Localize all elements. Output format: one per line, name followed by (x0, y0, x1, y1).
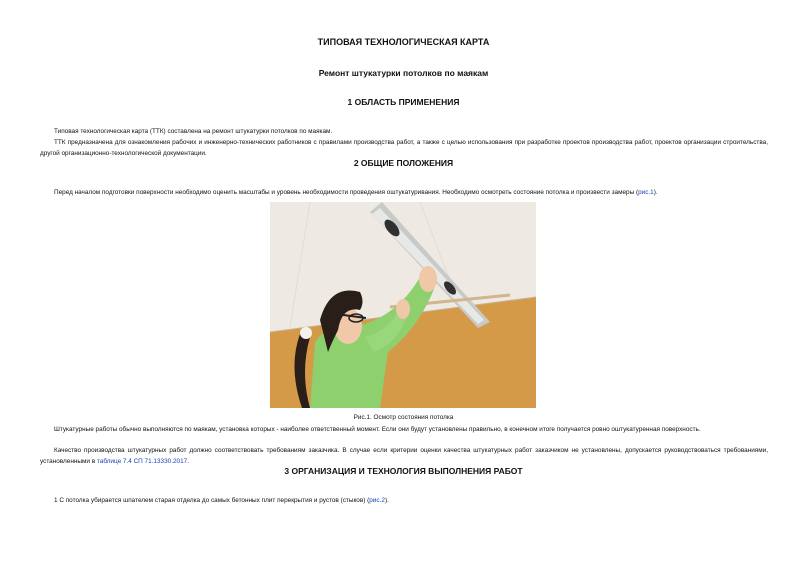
paragraph-text-end: . (187, 458, 189, 465)
paragraph-text: Качество производства штукатурных работ должно соответствовать требованиям заказчика. В случае если критерии оценки качества штукатурных работ заказчиком не установлены, допускается руководствоваться требованиями, установленными в (40, 447, 768, 465)
document-subtitle: Ремонт штукатурки потолков по маякам (318, 68, 489, 78)
section-1-paragraph-1: Типовая технологическая карта (ТТК) составлена на ремонт штукатурки потолков по маякам. (54, 128, 333, 135)
section-1-paragraph-2: ТТК предназначена для ознакомления рабочих и инженерно-технических работников с правилами производства работ, а также с целью использования при разработке проектов производства работ, проектов организации строительства, другой организационно-технологической документации. (40, 139, 768, 157)
figure-2-link[interactable]: рис.2 (369, 497, 385, 504)
section-2-paragraph-3 (40, 445, 768, 467)
paragraph-text-end: ). (653, 189, 658, 196)
section-1-heading: 1 ОБЛАСТЬ ПРИМЕНЕНИЯ (347, 97, 460, 107)
figure-1-caption: Рис.1. Осмотр состояния потолка (353, 414, 454, 421)
ceiling-inspection-photo (270, 202, 536, 408)
table-7-4-link[interactable]: таблице 7.4 СП 71.13330.2017 (96, 458, 188, 465)
section-2-paragraph-2: Штукатурные работы обычно выполняются по маякам, установка которых - наиболее ответственный момент. Если они будут установлены правильно, в конечном итоге получается ровно оштукатуренная поверхность. (54, 426, 701, 433)
section-2-paragraph-1 (40, 187, 768, 198)
figure-1-link[interactable]: рис.1 (638, 189, 654, 196)
section-3-paragraph-1 (40, 495, 768, 506)
paragraph-text: 1 С потолка убирается шпателем старая отделка до самых бетонных плит перекрытия и рустов (стыков) ( (54, 497, 370, 504)
paragraph-text-end: ). (384, 497, 389, 504)
paragraph-text: Перед началом подготовки поверхности необходимо оценить масштабы и уровень необходимости проведения оштукатуривания. Необходимо осмотреть состояние потолка и произвести замеры ( (54, 189, 639, 196)
document-title: ТИПОВАЯ ТЕХНОЛОГИЧЕСКАЯ КАРТА (317, 37, 490, 47)
section-2-heading: 2 ОБЩИЕ ПОЛОЖЕНИЯ (353, 158, 454, 168)
section-3-heading: 3 ОРГАНИЗАЦИЯ И ТЕХНОЛОГИЯ ВЫПОЛНЕНИЯ РАБОТ (284, 466, 523, 476)
